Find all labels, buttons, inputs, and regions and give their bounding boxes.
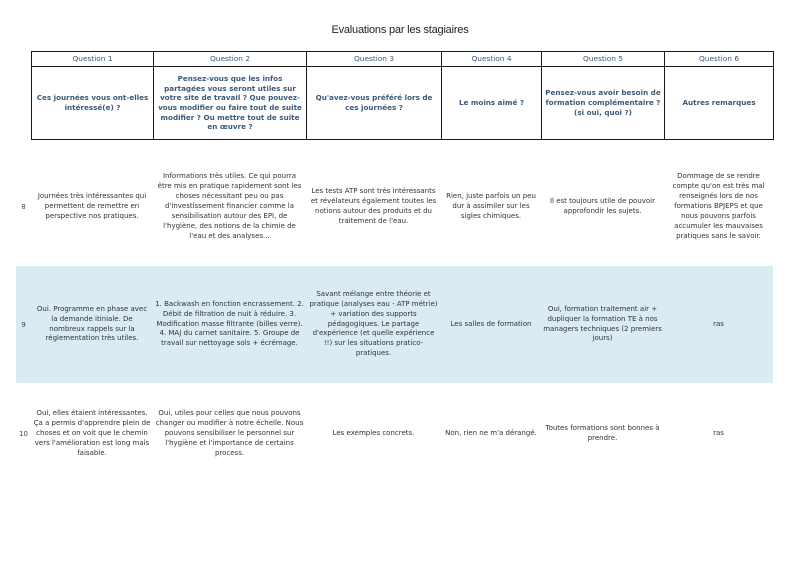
answer-q5: Il est toujours utile de pouvoir approfondir les sujets. — [549, 197, 656, 215]
question-4-text: Le moins aimé ? — [442, 67, 542, 140]
header-question-3: Question 3 — [307, 52, 442, 67]
answer-q1: Oui, elles étaient intéressantes. Ça a permis d'apprendre plein de choses et on voit que le chemin vers l'amélioration est long mais faisable. — [33, 409, 151, 457]
answer-q4: Non, rien ne m'a dérangé. — [445, 429, 537, 438]
answer-q1: Oui. Programme en phase avec la demande itiniale. De nombreux rappels sur la réglementation très utiles. — [36, 304, 148, 343]
row-number: 10 — [19, 430, 28, 438]
header-question-6: Question 6 — [665, 52, 774, 67]
answer-q6: ras — [713, 429, 724, 438]
answer-q3: Savant mélange entre théorie et pratique (analyses eau - ATP métrie) + variation des supports pédagogiques. Le partage d'expérience (et quelle expérience !!) sur les situations pratico-pratiques. — [309, 289, 438, 358]
header-question-2: Question 2 — [154, 52, 307, 67]
answer-q2: 1. Backwash en fonction encrassement. 2. Débit de filtration de nuit à réduire. 3. Modification masse filtrante (billes verre). 4. MAJ du carnet sanitaire. 5. Groupe de travail sur nettoyage sols + écrémage. — [155, 299, 304, 348]
question-1-text: Ces journées vous ont-elles intéressé(e) ? — [32, 67, 154, 140]
header-row — [32, 52, 774, 67]
page-title: Evaluations par les stagiaires — [331, 24, 469, 36]
answer-q6: ras — [713, 319, 724, 328]
question-2-text: Pensez-vous que les infos partagées vous seront utiles sur votre site de travail ? Que pouvez-vous modifier ou faire tout de suite modifier ? Ou mettre tout de suite en œuvre ? — [154, 67, 307, 140]
row-number: 8 — [21, 203, 26, 211]
answer-q4: Les salles de formation — [450, 319, 532, 328]
question-5-text: Pensez-vous avoir besoin de formation complémentaire ? (si oui, quoi ?) — [542, 67, 665, 140]
response-row-8 — [16, 148, 773, 266]
answer-q5: Toutes formations sont bonnes à prendre. — [545, 424, 660, 442]
question-3-text: Qu'avez-vous préféré lors de ces journées ? — [307, 67, 442, 140]
answer-q6: Dommage de se rendre compte qu'on est très mal renseignés lors de nos formations BPJEPS et que nous pouvons parfois accumuler les mauvaises pratiques sans le savoir. — [672, 172, 765, 240]
questions-table — [31, 51, 774, 140]
answer-q3: Les tests ATP sont très intéressants et révélateurs également toutes les notions autour des produits et du traitement de l'eau. — [310, 187, 437, 225]
question-6-text: Autres remarques — [665, 67, 774, 140]
answer-q4: Rien, juste parfois un peu dur à assimiler sur les sigles chimiques. — [446, 192, 536, 220]
response-row-9 — [16, 266, 773, 383]
response-row-10 — [16, 388, 773, 480]
answer-q2: Oui, utiles pour celles que nous pouvons changer ou modifier à notre échelle. Nous pouvons sensibiliser le personnel sur l'hygiène et l'importance de certains process. — [155, 409, 304, 457]
answer-q2: Informations très utiles. Ce qui pourra être mis en pratique rapidement sont les choses nécessitant peu ou pas d'investissement financier comme la sensibilisation autour des EPI, de l'hygiène, des notions de la chimie de l'eau et des analyses... — [157, 172, 302, 240]
question-text-row — [32, 67, 774, 140]
answer-q5: Oui, formation traitement air + dupliquer la formation TE à nos managers techniques (2 premiers jours) — [543, 304, 662, 343]
header-question-4: Question 4 — [442, 52, 542, 67]
row-number: 9 — [21, 320, 26, 329]
answer-q3: Les exemples concrets. — [332, 429, 415, 438]
header-question-1: Question 1 — [32, 52, 154, 67]
answer-q1: Journées très intéressantes qui permettent de remettre en perspective nos pratiques. — [37, 192, 147, 220]
header-question-5: Question 5 — [542, 52, 665, 67]
